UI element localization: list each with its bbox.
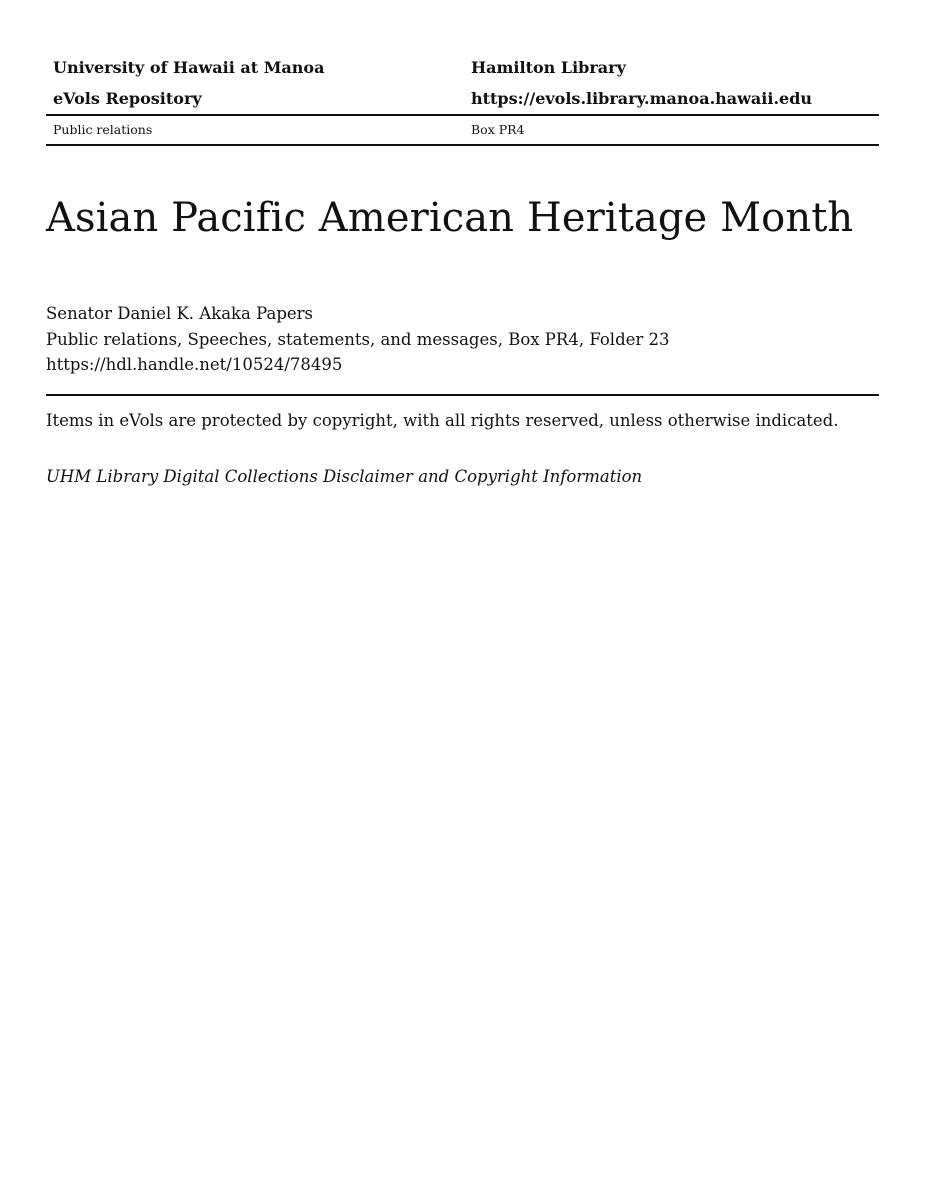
document-title: Asian Pacific American Heritage Month <box>46 195 854 241</box>
repository-name: eVols Repository <box>53 89 202 108</box>
header-row-3 <box>46 116 879 144</box>
library-name: Hamilton Library <box>471 58 626 77</box>
repository-url[interactable]: https://evols.library.manoa.hawaii.edu <box>471 89 813 108</box>
header-rule-bottom <box>46 144 879 146</box>
section-divider <box>46 394 879 396</box>
institution-name: University of Hawaii at Manoa <box>53 58 325 77</box>
folder-location: Public relations, Speeches, statements, and messages, Box PR4, Folder 23 <box>46 329 670 349</box>
copyright-notice: Items in eVols are protected by copyright, with all rights reserved, unless otherwise indicated. <box>46 411 839 430</box>
header-row-1 <box>46 52 879 83</box>
header-table <box>46 52 879 146</box>
disclaimer-link[interactable]: UHM Library Digital Collections Disclaimer and Copyright Information <box>46 467 643 486</box>
series-label: Public relations <box>53 122 153 137</box>
document-metadata <box>46 301 670 378</box>
handle-link[interactable]: https://hdl.handle.net/10524/78495 <box>46 355 343 374</box>
header-row-2 <box>46 83 879 114</box>
box-label: Box PR4 <box>471 122 525 137</box>
collection-name: Senator Daniel K. Akaka Papers <box>46 304 314 323</box>
